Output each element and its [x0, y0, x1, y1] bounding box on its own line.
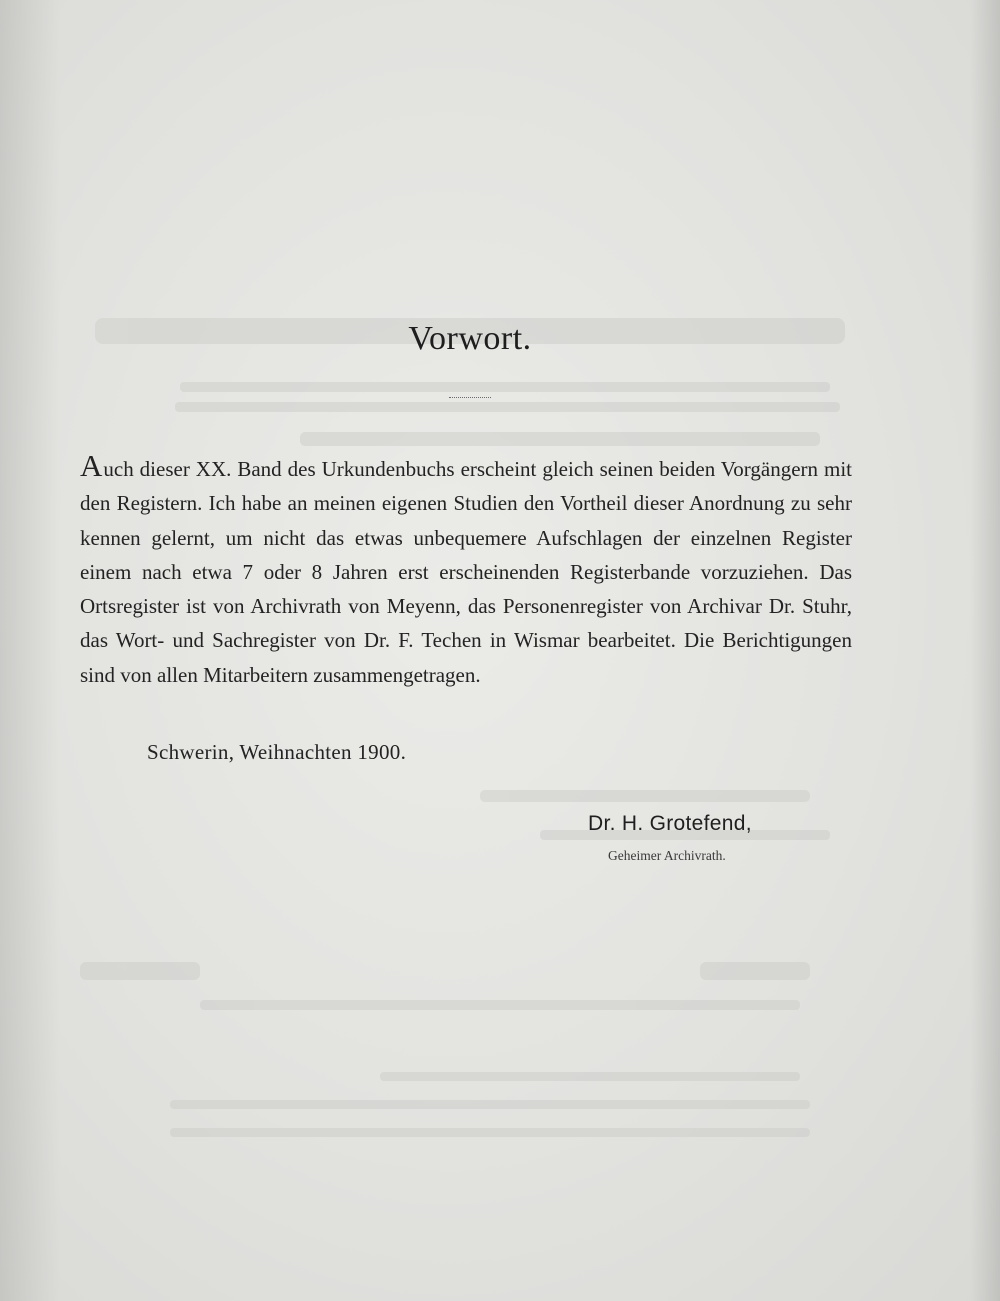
signature-name: Dr. H. Grotefend,	[588, 812, 752, 835]
drop-cap: A	[80, 448, 103, 483]
page-shadow-left	[0, 0, 60, 1301]
page-title: Vorwort.	[408, 320, 532, 357]
title-ornament-rule	[449, 397, 491, 398]
preface-paragraph	[80, 448, 852, 692]
signatory-title: Geheimer Archivrath.	[608, 848, 726, 863]
preface-text: uch dieser XX. Band des Urkundenbuchs erscheint gleich seinen beiden Vorgängern mit den Registern. Ich habe an meinen eigenen Studien den Vortheil dieser Anordnung zu sehr kennen gelernt, um nicht das etwas unbequemere Aufschlagen der einzelnen Register einem nach etwa 7 oder 8 Jahren erst erscheinenden Registerbande vorzuziehen. Das Ortsregister ist von Archivrath von Meyenn, das Personenregister von Archivar Dr. Stuhr, das Wort- und Sachregister von Dr. F. Techen in Wismar bearbeitet. Die Berichtigungen sind von allen Mitarbeitern zusammengetragen.	[80, 457, 852, 687]
place-and-date: Schwerin, Weihnachten 1900.	[147, 740, 407, 764]
page-shadow-right	[970, 0, 1000, 1301]
